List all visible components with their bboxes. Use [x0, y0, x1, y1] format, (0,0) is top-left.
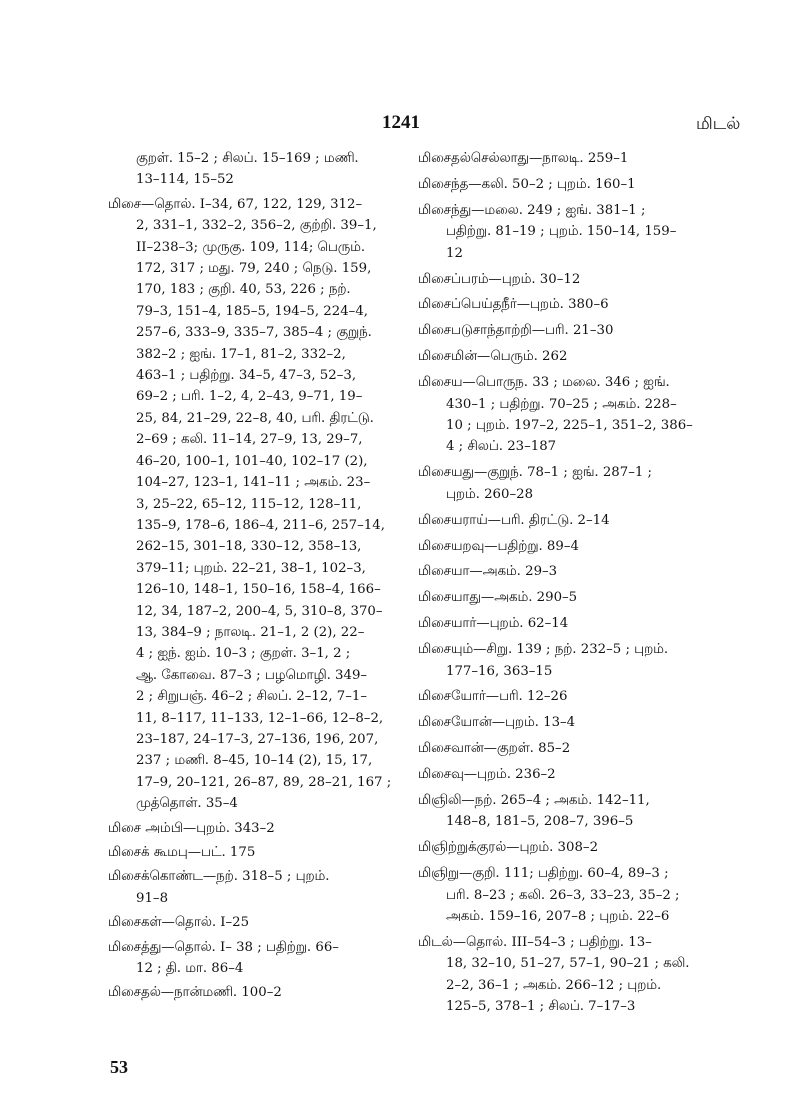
index-entry: மிசையறவு—பதிற்று. 89–4: [418, 538, 579, 554]
signature-mark: 53: [110, 1057, 128, 1077]
index-entry: மிடல்—தொல். III–54–3 ; பதிற்று. 13– 18, 32–10, 51–27, 57–1, 90–21 ; கலி. 2–2, 36–1 ; அகம். 266–12 ; புறம். 125–5, 378–1 ; சிலப். 7–17–3: [418, 935, 690, 1015]
index-entry: மிசைவு—புறம். 236–2: [418, 767, 556, 783]
index-entry: மிஞிலி—நற். 265–4 ; அகம். 142–11, 148–8, 181–5, 208–7, 396–5: [418, 793, 650, 830]
index-entry: மிசையும்—சிறு. 139 ; நற். 232–5 ; புறம். 177–16, 363–15: [418, 642, 669, 679]
page-number: 1241: [382, 112, 420, 133]
index-entry: மிசையோர்—பரி. 12–26: [418, 689, 568, 705]
index-entry: மிசையார்—புறம். 62–14: [418, 616, 569, 632]
right-column: [418, 148, 710, 1022]
index-entry: மிசைமின்—பெரும். 262: [418, 349, 568, 365]
index-entry: மிசைந்து—மலை. 249 ; ஐங். 381–1 ; பதிற்று. 81–19 ; புறம். 150–14, 159– 12: [418, 202, 677, 261]
index-entry: மிசை அம்பி—புறம். 343–2: [108, 820, 275, 836]
index-entry: மிஞிற்றுக்குரல்—புறம். 308–2: [418, 840, 599, 856]
index-entry: மிசைக் கூமபு—பட். 175: [108, 845, 256, 860]
index-entry: மிசைகள்—தொல். I–25: [108, 915, 250, 931]
index-entry: மிசைப்பெய்தநீர்—புறம். 380–6: [418, 297, 609, 313]
index-entry: மிசைத்து—தொல். I– 38 ; பதிற்று. 66– 12 ; தி. மா. 86–4: [108, 939, 339, 977]
index-entry: மிசைப்பரம்—புறம். 30–12: [418, 271, 581, 287]
index-entry: மிசைபடுசாந்தாற்றி—பரி. 21–30: [418, 323, 614, 339]
index-entry: மிசையராய்—பரி. திரட்டு. 2–14: [418, 512, 610, 528]
running-head: மிடல்: [696, 114, 741, 134]
index-entry: மிசைவான்—குறள். 85–2: [418, 741, 571, 757]
index-entry: மிசைதல்—நான்மணி. 100–2: [108, 985, 282, 1001]
index-entry-continued: குறள். 15–2 ; சிலப். 15–169 ; மணி. 13–114, 15–52: [136, 151, 359, 188]
index-entry: மிசையாது—அகம். 290–5: [418, 590, 578, 606]
index-entry: மிஞிறு—குறி. 111; பதிற்று. 60–4, 89–3 ; பரி. 8–23 ; கலி. 26–3, 33–23, 35–2 ; அகம். 159–16, 207–8 ; புறம். 22–6: [418, 866, 680, 925]
left-column: [108, 148, 398, 1007]
index-entry: மிசைதல்செல்லாது—நாலடி. 259–1: [418, 151, 629, 166]
index-entry: மிசையோன்—புறம். 13–4: [418, 715, 576, 731]
index-entry: மிசைய—பொருந. 33 ; மலை. 346 ; ஐங். 430–1 ; பதிற்று. 70–25 ; அகம். 228– 10 ; புறம். 197–2, 225–1, 351–2, 386– 4 ; சிலப். 23–187: [418, 375, 693, 455]
index-entry: மிசையது—குறுந். 78–1 ; ஐங். 287–1 ; புறம். 260–28: [418, 465, 653, 502]
index-entry: மிசையா—அகம். 29–3: [418, 564, 558, 580]
index-entry: மிசைந்த—கலி. 50–2 ; புறம். 160–1: [418, 176, 636, 192]
index-entry: மிசைக்கொண்ட—நற். 318–5 ; புறம். 91–8: [108, 869, 330, 906]
index-entry: மிசை—தொல். I–34, 67, 122, 129, 312– 2, 331–1, 332–2, 356–2, குற்றி. 39–1, II–238–3; முருகு. 109, 114; பெரும். 172, 317 ; மது. 79, 240 ; நெடு. 159, 170, 183 ; குறி. 40, 53, 226 ; நற். 79–3, 151–4, 185–5, 194–5, 224–4, 257–6, 333–9, 335–7, 385–4 ; குறுந். 382–2 ; ஐங். 17–1, 81–2, 332–2, 463–1 ; பதிற்று. 34–5, 47–3, 52–3, 69–2 ; பரி. 1–2, 4, 2–43, 9–71, 19– 25, 84, 21–29, 22–8, 40, பரி. திரட்டு. 2–69 ; கலி. 11–14, 27–9, 13, 29–7, 46–20, 100–1, 101–40, 102–17 (2), 104–27, 123–1, 141–11 ; அகம். 23– 3, 25–22, 65–12, 115–12, 128–11, 135–9, 178–6, 186–4, 211–6, 257–14, 262–15, 301–18, 330–12, 358–13, 379–11; புறம். 22–21, 38–1, 102–3, 126–10, 148–1, 150–16, 158–4, 166– 12, 34, 187–2, 200–4, 5, 310–8, 370– 13, 384–9 ; நாலடி. 21–1, 2 (2), 22– 4 ; ஐந். ஐம். 10–3 ; குறள். 3–1, 2 ; ஆ. கோவை. 87–3 ; பழமொழி. 349– 2 ; சிறுபஞ். 46–2 ; சிலப். 2–12, 7–1– 11, 8–117, 11–133, 12–1–66, 12–8–2, 23–187, 24–17–3, 27–136, 196, 207, 237 ; மணி. 8–45, 10–14 (2), 15, 17, 17–9, 20–121, 26–87, 89, 28–21, 167 ; முத்தொள். 35–4: [108, 196, 392, 812]
